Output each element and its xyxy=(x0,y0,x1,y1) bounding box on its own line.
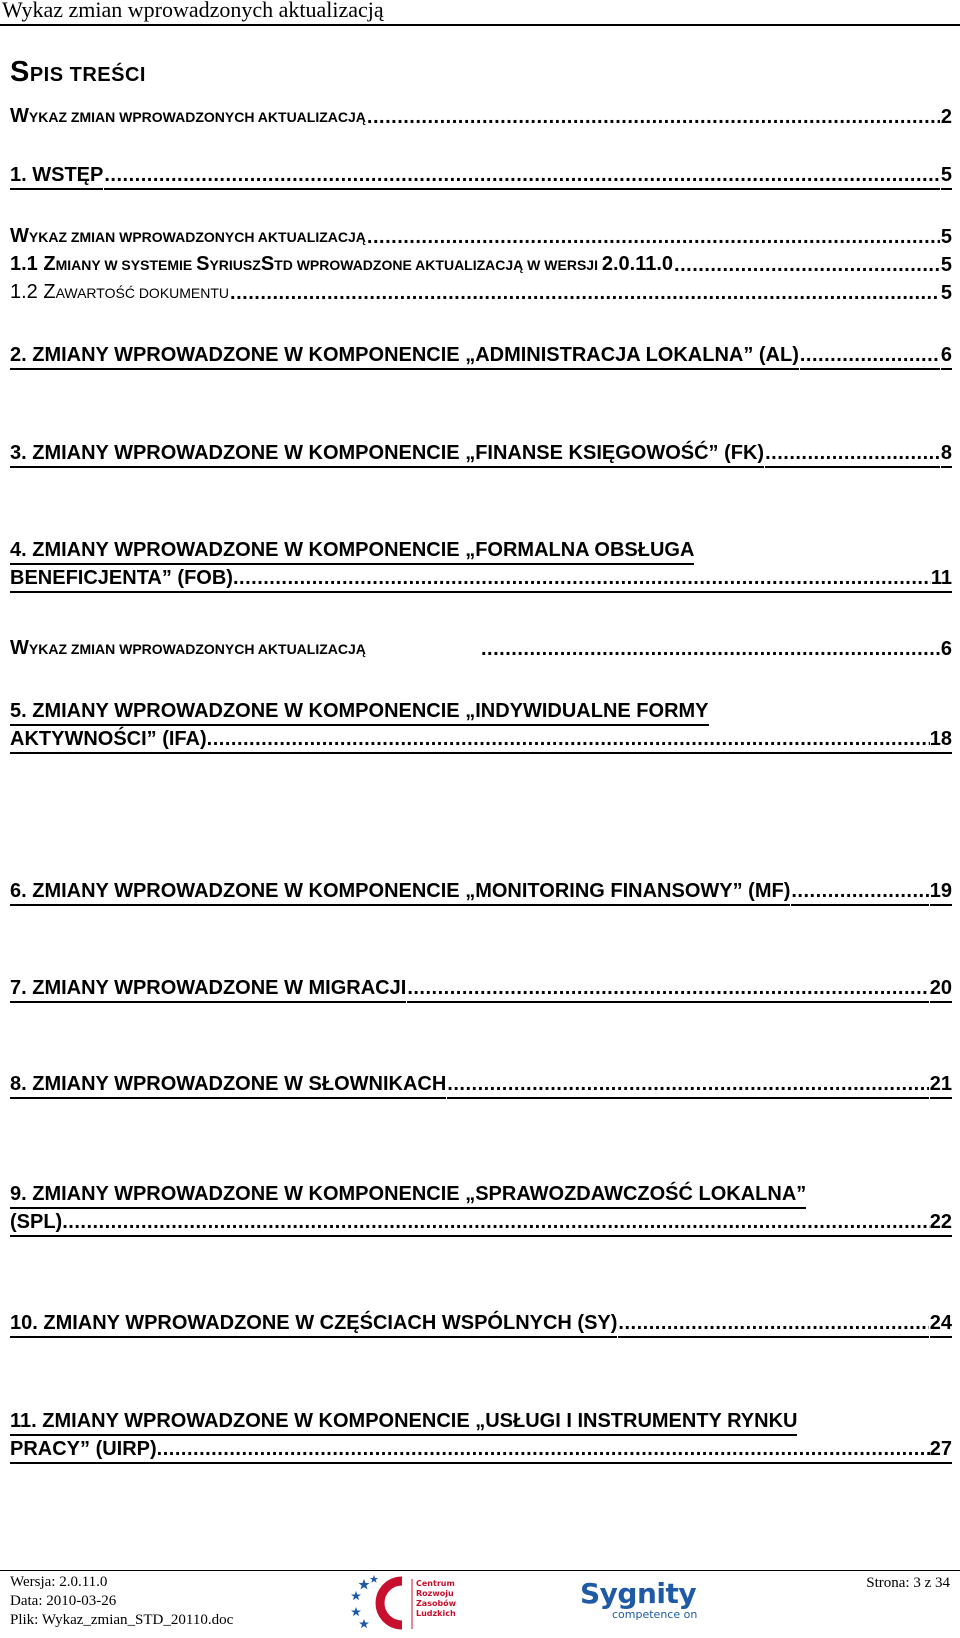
toc-page-number: 19 xyxy=(930,878,952,906)
toc-entry-wykaz-1[interactable]: WYKAZ ZMIAN WPROWADZONYCH AKTUALIZACJĄ ..... 2 xyxy=(10,102,952,132)
toc-entry-4[interactable]: 4. ZMIANY WPROWADZONE W KOMPONENCIE „FORMALNA OBSŁUGA BENEFICJENTA” (FOB) ..... 11 xyxy=(10,537,952,593)
toc-page-number: 6 xyxy=(941,342,952,370)
toc-entry-8[interactable]: 8. ZMIANY WPROWADZONE W SŁOWNIKACH ..... 21 xyxy=(10,1069,952,1099)
toc-heading: SPIS TREŚCI xyxy=(10,56,146,88)
page-footer xyxy=(0,1570,960,1636)
toc-page-number: 24 xyxy=(930,1310,952,1338)
toc-entry-2[interactable]: 2. ZMIANY WPROWADZONE W KOMPONENCIE „ADMINISTRACJA LOKALNA” (AL) ..... 6 xyxy=(10,340,952,370)
footer-page-info: Strona: 3 z 34 xyxy=(866,1575,950,1591)
crzl-logo-text: Centrum Rozwoju Zasobów Ludzkich xyxy=(416,1579,457,1618)
toc-entry-wstep[interactable]: 1. WSTĘP ..... 5 xyxy=(10,160,952,190)
toc-page-number: 18 xyxy=(930,726,952,754)
sygnity-brand: Sygnity xyxy=(580,1577,697,1610)
toc-entry-wykaz-3[interactable]: WYKAZ ZMIAN WPROWADZONYCH AKTUALIZACJĄ ..... 6 xyxy=(10,634,952,664)
header-title: Wykaz zmian wprowadzonych aktualizacją xyxy=(2,0,384,22)
toc-entry-wykaz-2[interactable]: WYKAZ ZMIAN WPROWADZONYCH AKTUALIZACJĄ ..... 5 xyxy=(10,222,952,252)
toc-page-number: 5 xyxy=(940,226,952,248)
toc-page-number: 22 xyxy=(930,1209,952,1237)
toc-page-number: 8 xyxy=(941,440,952,468)
eu-stars-icon xyxy=(351,1575,378,1628)
toc-entry-1-2[interactable]: 1.2 ZAWARTOŚĆ DOKUMENTU ..... 5 xyxy=(10,278,952,308)
footer-file: Plik: Wykaz_zmian_STD_20110.doc xyxy=(10,1612,234,1628)
toc-page-number: 21 xyxy=(930,1071,952,1099)
toc-page-number: 27 xyxy=(930,1436,952,1464)
toc-page-number: 20 xyxy=(930,975,952,1003)
toc-entry-10[interactable]: 10. ZMIANY WPROWADZONE W CZĘŚCIACH WSPÓLNYCH (SY) ..... 24 xyxy=(10,1308,952,1338)
toc-entry-7[interactable]: 7. ZMIANY WPROWADZONE W MIGRACJI ..... 20 xyxy=(10,973,952,1003)
toc-entry-9[interactable]: 9. ZMIANY WPROWADZONE W KOMPONENCIE „SPRAWOZDAWCZOŚĆ LOKALNA” (SPL) ..... 22 xyxy=(10,1181,952,1237)
toc-entry-11[interactable]: 11. ZMIANY WPROWADZONE W KOMPONENCIE „USŁUGI I INSTRUMENTY RYNKU PRACY” (UIRP) ..... 27 xyxy=(10,1408,952,1464)
toc-page-number: 5 xyxy=(940,254,952,276)
toc-page-number: 2 xyxy=(940,106,952,128)
sygnity-tagline: competence on xyxy=(612,1608,698,1621)
toc-entry-3[interactable]: 3. ZMIANY WPROWADZONE W KOMPONENCIE „FINANSE KSIĘGOWOŚĆ” (FK) ..... 8 xyxy=(10,438,952,468)
footer-meta xyxy=(10,1573,233,1630)
toc-page-number: 5 xyxy=(941,162,952,190)
page-header xyxy=(0,0,960,26)
toc-page-number: 5 xyxy=(940,282,952,304)
toc-page-number: 6 xyxy=(940,638,952,660)
toc-entry-5[interactable]: 5. ZMIANY WPROWADZONE W KOMPONENCIE „INDYWIDUALNE FORMY AKTYWNOŚCI” (IFA) ..... 18 xyxy=(10,698,952,754)
footer-date: Data: 2010-03-26 xyxy=(10,1593,117,1609)
toc-entry-6[interactable]: 6. ZMIANY WPROWADZONE W KOMPONENCIE „MONITORING FINANSOWY” (MF) ..... 19 xyxy=(10,876,952,906)
footer-version: Wersja: 2.0.11.0 xyxy=(10,1574,108,1590)
crzl-logo xyxy=(350,1573,470,1633)
toc-entry-1-1[interactable]: 1.1 ZMIANY W SYSTEMIE SYRIUSZSTD WPROWADZONE AKTUALIZACJĄ W WERSJI 2.0.11.0 ..... 5 xyxy=(10,250,952,280)
sygnity-logo xyxy=(580,1579,700,1633)
toc-page-number: 11 xyxy=(931,565,952,593)
